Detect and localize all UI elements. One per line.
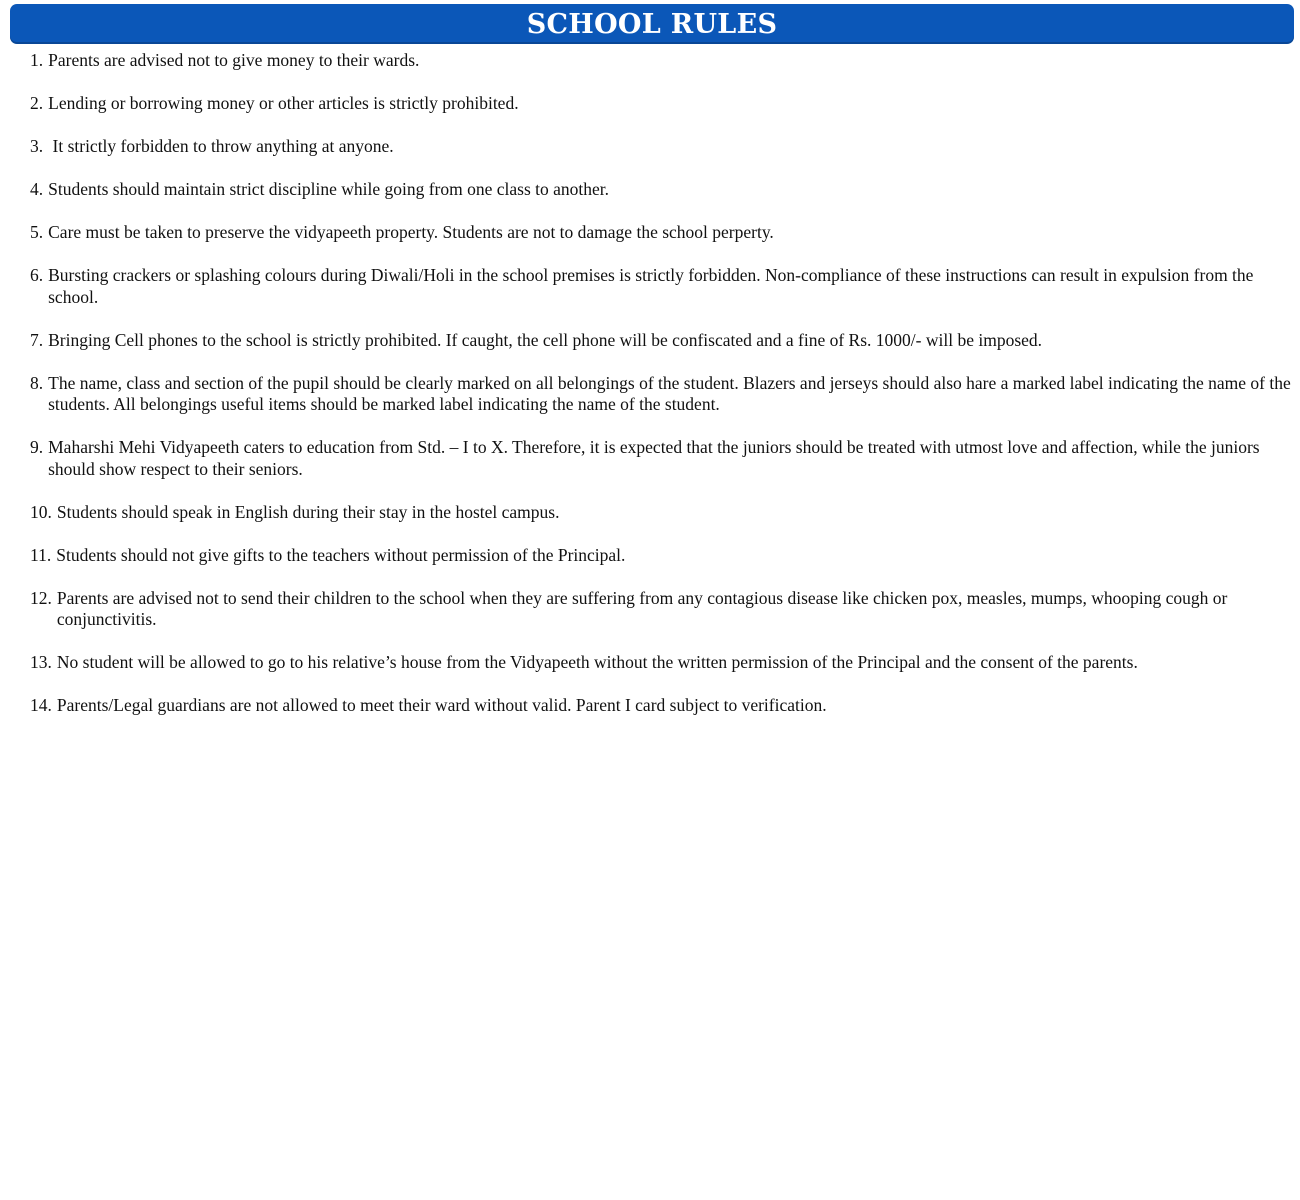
rule-number: 3. [30, 136, 44, 156]
rule-item [30, 179, 1296, 201]
rule-number: 10. [30, 501, 52, 522]
rule-item [30, 695, 1296, 717]
rule-text: Students should not give gifts to the teachers without permission of the Principal. [56, 544, 626, 565]
rule-number: 8. [30, 372, 44, 393]
rule-number: 9. [30, 437, 44, 457]
rule-item [30, 93, 1296, 115]
rule-text: Care must be taken to preserve the vidyapeeth property. Students are not to damage the school perperty. [48, 222, 774, 242]
rule-number: 2. [30, 93, 44, 113]
rule-item [30, 502, 1296, 524]
rule-number: 12. [30, 587, 52, 608]
rule-number: 1. [30, 50, 44, 70]
rule-number: 14. [30, 695, 52, 715]
rule-text: Bringing Cell phones to the school is strictly prohibited. If caught, the cell phone will be confiscated and a fine of Rs. 1000/- will be imposed. [48, 329, 1043, 350]
rule-number: 6. [30, 265, 44, 285]
rule-text: Parents are advised not to give money to their wards. [48, 50, 420, 70]
rule-item [30, 588, 1296, 631]
rule-number: 13. [30, 652, 52, 672]
rule-text: Bursting crackers or splashing colours during Diwali/Holi in the school premises is strictly forbidden. Non-compliance of these instructions can result in expulsion from the school. [48, 265, 1258, 307]
rules-list [30, 50, 1296, 738]
rule-text: It strictly forbidden to throw anything at anyone. [48, 136, 394, 156]
rule-number: 4. [30, 179, 44, 199]
rule-number: 5. [30, 222, 44, 242]
rule-item [30, 136, 1296, 158]
rule-item [30, 222, 1296, 244]
rule-number: 7. [30, 329, 44, 350]
rule-text: The name, class and section of the pupil should be clearly marked on all belongings of the student. Blazers and jerseys should also hare a marked label indicating the name of the students. All belongings useful items should be marked label indicating the name of the student. [48, 372, 1296, 414]
rule-text: Lending or borrowing money or other articles is strictly prohibited. [48, 93, 519, 113]
rule-item [30, 265, 1296, 308]
rule-text: Maharshi Mehi Vidyapeeth caters to education from Std. – I to X. Therefore, it is expected that the juniors should be treated with utmost love and affection, while the juniors should show respect to their seniors. [48, 437, 1264, 479]
page-title: SCHOOL RULES [526, 8, 778, 40]
rule-text: Parents/Legal guardians are not allowed to meet their ward without valid. Parent I card subject to verification. [56, 695, 827, 715]
rule-text: Parents are advised not to send their children to the school when they are suffering from any contagious disease like chicken pox, measles, mumps, whooping cough or conjunctivitis. [56, 587, 1232, 629]
rule-item [30, 437, 1296, 480]
rule-item [30, 373, 1296, 416]
rule-item [30, 545, 1296, 567]
rule-text: No student will be allowed to go to his relative’s house from the Vidyapeeth without the written permission of the Principal and the consent of the parents. [56, 652, 1138, 672]
rule-number: 11. [30, 544, 52, 565]
school-rules-banner [10, 4, 1294, 44]
rule-text: Students should maintain strict discipline while going from one class to another. [48, 179, 610, 199]
rule-text: Students should speak in English during their stay in the hostel campus. [56, 501, 560, 522]
rule-item [30, 652, 1296, 674]
rule-item [30, 330, 1296, 352]
rule-item [30, 50, 1296, 72]
